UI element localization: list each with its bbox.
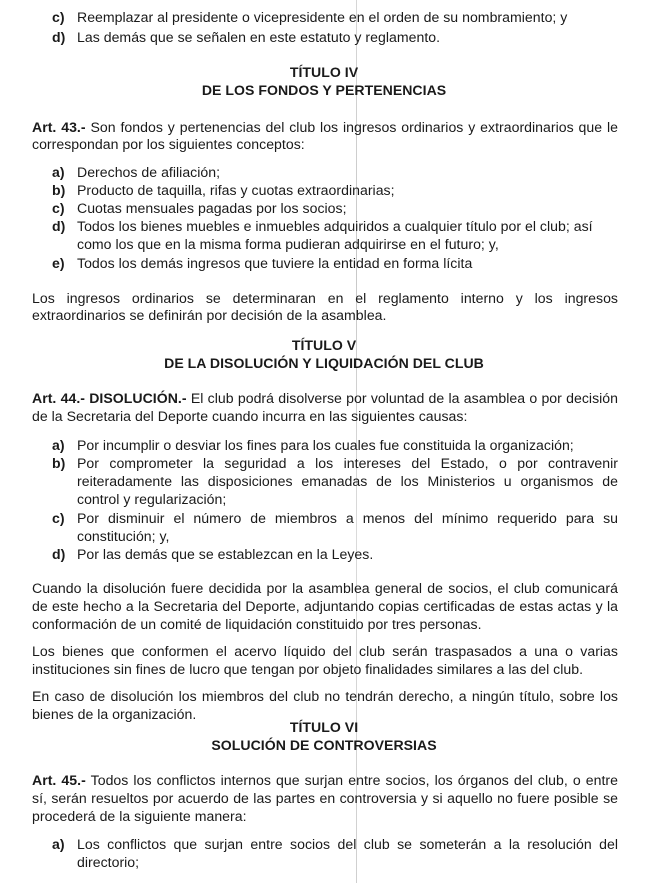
section-number: TÍTULO IV: [289, 64, 359, 80]
article-line: procederá de la siguiente manera:: [32, 808, 247, 824]
item-continuation: como los que en la misma forma pudieran adquirirse en el futuro; y,: [77, 236, 499, 252]
paragraph-line: de este hecho a la Secretaria del Deporte, adjuntando copias certificadas de estas actas y la: [32, 598, 618, 614]
item-text: Los conflictos que surjan entre socios del club se someterán a la resolución del: [77, 836, 618, 852]
article-line: de la Secretaria del Deporte cuando incurra en las siguientes causas:: [32, 408, 468, 424]
item-continuation: directorio;: [77, 854, 140, 870]
article-text: Son fondos y pertenencias del club los ingresos ordinarios y extraordinarios que le: [90, 119, 619, 135]
item-text: Derechos de afiliación;: [77, 164, 221, 180]
paragraph-line: bienes de la organización.: [32, 706, 197, 722]
article-line: [32, 390, 618, 406]
paragraph-line: conformación de un comité de liquidación constituido por tres personas.: [32, 616, 482, 632]
paragraph-line: extraordinarios se definirán por decisión de la asamblea.: [32, 307, 387, 323]
paragraph-line: instituciones sin fines de lucro que tengan por objeto finalidades similares a las del club.: [32, 661, 584, 677]
item-label: d): [52, 218, 66, 234]
item-label: d): [52, 29, 66, 45]
article-text: El club podrá disolverse por voluntad de la asamblea o por decisión: [190, 390, 618, 406]
item-continuation: control y regularización;: [77, 491, 227, 507]
item-label: c): [52, 510, 65, 526]
paragraph-line: En caso de disolución los miembros del club no tendrán derecho, a ningún título, sobre los: [32, 688, 618, 704]
item-text: Las demás que se señalen en este estatuto y reglamento.: [77, 29, 441, 45]
item-text: Producto de taquilla, rifas y cuotas extraordinarias;: [77, 182, 395, 198]
article-line: [32, 119, 618, 135]
paragraph-line: Los ingresos ordinarios se determinaran en el reglamento interno y los ingresos: [32, 290, 618, 306]
paragraph-line: Cuando la disolución fuere decidida por la asamblea general de socios, el club comunicará: [32, 580, 618, 596]
article-heading: Art. 44.- DISOLUCIÓN.-: [32, 390, 187, 406]
item-text: Todos los bienes muebles e inmuebles adquiridos a cualquier título por el club; así: [77, 218, 593, 234]
item-text: Todos los demás ingresos que tuviere la entidad en forma lícita: [77, 255, 473, 271]
item-label: b): [52, 182, 66, 198]
item-label: c): [52, 200, 65, 216]
article-line: sí, serán resueltos por acuerdo de las partes en controversia y si aquello no fuere posible se: [32, 790, 618, 806]
item-text: Por comprometer la seguridad a los intereses del Estado, o por contravenir: [77, 455, 618, 471]
item-label: b): [52, 455, 66, 471]
item-label: a): [52, 836, 65, 852]
section-title: DE LA DISOLUCIÓN Y LIQUIDACIÓN DEL CLUB: [164, 355, 484, 371]
article-heading: Art. 43.-: [32, 119, 86, 135]
article-line: correspondan por los siguientes conceptos:: [32, 136, 305, 152]
item-text: Cuotas mensuales pagadas por los socios;: [77, 200, 347, 216]
item-text: Por las demás que se establezcan en la Leyes.: [77, 546, 374, 562]
item-label: c): [52, 9, 65, 25]
section-title: SOLUCIÓN DE CONTROVERSIAS: [211, 737, 437, 753]
item-continuation: reiteradamente las disposiciones emanadas de los Ministerios u organismos de: [77, 473, 618, 489]
item-label: a): [52, 437, 65, 453]
item-text: Reemplazar al presidente o vicepresidente en el orden de su nombramiento; y: [77, 9, 568, 25]
item-label: d): [52, 546, 66, 562]
section-title: DE LOS FONDOS Y PERTENENCIAS: [201, 82, 447, 98]
article-heading: Art. 45.-: [32, 772, 86, 788]
paragraph-line: Los bienes que conformen el acervo líquido del club serán traspasados a una o varias: [32, 643, 618, 659]
section-number: TÍTULO VI: [289, 719, 359, 735]
article-line: [32, 772, 618, 788]
item-text: Por incumplir o desviar los fines para los cuales fue constituida la organización;: [77, 437, 574, 453]
item-text: Por disminuir el número de miembros a menos del mínimo requerido para su: [77, 510, 618, 526]
article-text: Todos los conflictos internos que surjan entre socios, los órganos del club, o entre: [90, 772, 618, 788]
section-number: TÍTULO V: [291, 337, 357, 353]
item-continuation: constitución; y,: [77, 528, 170, 544]
item-label: a): [52, 164, 65, 180]
item-label: e): [52, 255, 65, 271]
